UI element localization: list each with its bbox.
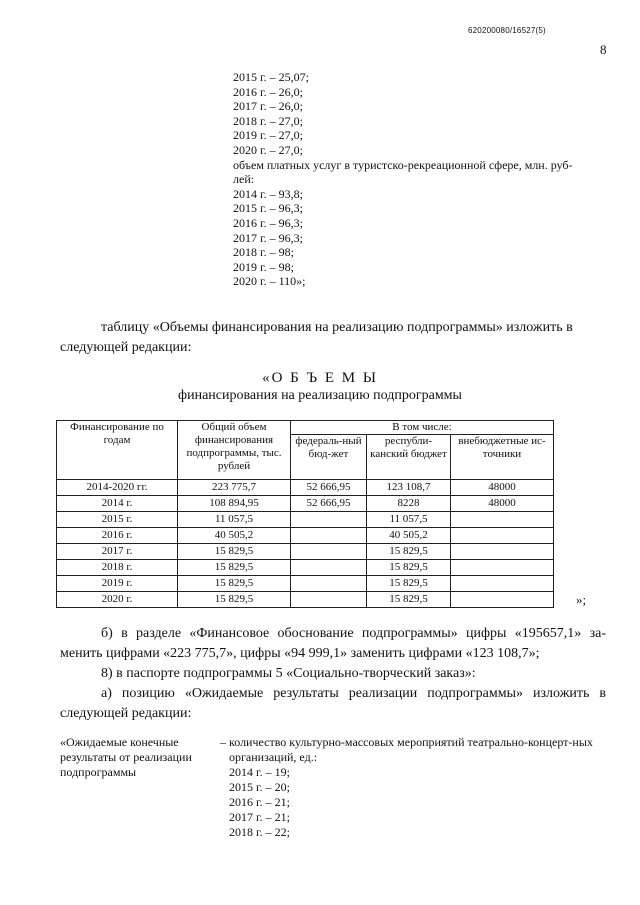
list-item: 2018 г. – 22; xyxy=(229,825,290,839)
table-row xyxy=(57,528,554,544)
cell-year: 2019 г. xyxy=(57,576,178,592)
header-federal: федераль-ный бюд-жет xyxy=(291,435,367,480)
cell-year: 2016 г. xyxy=(57,528,178,544)
paragraph-table-intro xyxy=(60,318,606,358)
list-item: 2018 г. – 98; xyxy=(233,245,294,260)
list-item: 2016 г. – 21; xyxy=(229,795,290,809)
header-total: Общий объем финансирования подпрограммы, тыс. рублей xyxy=(178,421,291,480)
table-row xyxy=(57,496,554,512)
cell-federal xyxy=(291,592,367,608)
cell-federal xyxy=(291,560,367,576)
list-item: 2019 г. – 98; xyxy=(233,259,294,274)
cell-republic: 15 829,5 xyxy=(367,576,451,592)
header-group: В том числе: xyxy=(291,421,554,435)
cell-total: 15 829,5 xyxy=(178,544,291,560)
cell-republic: 15 829,5 xyxy=(367,592,451,608)
expected-results-content xyxy=(229,735,609,840)
dash: – xyxy=(220,735,226,749)
cell-extra xyxy=(451,544,554,560)
cell-republic: 11 057,5 xyxy=(367,512,451,528)
header-years: Финансирование по годам xyxy=(57,421,178,480)
cell-extra: 48000 xyxy=(451,480,554,496)
cell-extra xyxy=(451,560,554,576)
cell-republic: 123 108,7 xyxy=(367,480,451,496)
document-id: 620200080/16527(5) xyxy=(468,26,546,35)
cell-total: 11 057,5 xyxy=(178,512,291,528)
cell-republic: 40 505,2 xyxy=(367,528,451,544)
list-item: 2016 г. – 26,0; xyxy=(233,84,303,99)
indicator-list xyxy=(233,70,573,289)
list-item: 2015 г. – 96,3; xyxy=(233,201,303,216)
cell-federal xyxy=(291,544,367,560)
cell-total: 15 829,5 xyxy=(178,560,291,576)
cell-year: 2015 г. xyxy=(57,512,178,528)
cell-extra xyxy=(451,512,554,528)
header-extra: внебюджетные ис-точники xyxy=(451,435,554,480)
list-item: 2020 г. – 110»; xyxy=(233,274,306,289)
table-row xyxy=(57,560,554,576)
table-row xyxy=(57,544,554,560)
cell-year: 2014 г. xyxy=(57,496,178,512)
cell-year: 2014-2020 гг. xyxy=(57,480,178,496)
cell-federal: 52 666,95 xyxy=(291,496,367,512)
table-title: «О Б Ъ Е М Ы xyxy=(262,370,378,386)
cell-total: 15 829,5 xyxy=(178,576,291,592)
cell-republic: 15 829,5 xyxy=(367,544,451,560)
cell-year: 2020 г. xyxy=(57,592,178,608)
list-item: лей: xyxy=(233,172,255,187)
cell-year: 2017 г. xyxy=(57,544,178,560)
cell-total: 108 894,95 xyxy=(178,496,291,512)
paragraph-amendments xyxy=(60,624,606,724)
cell-total: 15 829,5 xyxy=(178,592,291,608)
table-row xyxy=(57,512,554,528)
paragraph-line: б) в разделе «Финансовое обоснование подпрограммы» цифры «195657,1» за-менить цифрами «223 775,7», цифры «94 999,1» заменить цифрами «123 108,7»; xyxy=(60,626,606,661)
cell-republic: 15 829,5 xyxy=(367,560,451,576)
cell-total: 223 775,7 xyxy=(178,480,291,496)
list-item: 2014 г. – 93,8; xyxy=(233,186,303,201)
paragraph-line: следующей редакции: xyxy=(60,340,192,355)
list-item: 2016 г. – 96,3; xyxy=(233,215,303,230)
cell-extra xyxy=(451,576,554,592)
paragraph-line: 8) в паспорте подпрограммы 5 «Социально-творческий заказ»: xyxy=(101,666,476,681)
table-end-quote: »; xyxy=(576,592,587,607)
list-item: 2020 г. – 27,0; xyxy=(233,142,303,157)
list-item: объем платных услуг в туристско-рекреационной сфере, млн. руб- xyxy=(233,157,573,172)
paragraph-line: а) позицию «Ожидаемые результаты реализации подпрограммы» изложить в следующей редакции: xyxy=(60,686,606,721)
cell-year: 2018 г. xyxy=(57,560,178,576)
list-item: 2019 г. – 27,0; xyxy=(233,128,303,143)
list-item: 2017 г. – 26,0; xyxy=(233,99,303,114)
cell-federal: 52 666,95 xyxy=(291,480,367,496)
cell-extra: 48000 xyxy=(451,496,554,512)
table-row xyxy=(57,592,554,608)
cell-federal xyxy=(291,528,367,544)
paragraph-line: таблицу «Объемы финансирования на реализацию подпрограммы» изложить в xyxy=(101,320,573,335)
list-item: 2015 г. – 25,07; xyxy=(233,70,309,84)
expected-results-label: «Ожидаемые конечные результаты от реализации подпрограммы xyxy=(60,735,192,779)
list-item: 2017 г. – 96,3; xyxy=(233,230,303,245)
table-subtitle: финансирования на реализацию подпрограммы xyxy=(178,388,462,403)
financing-table xyxy=(56,420,554,608)
list-item: 2017 г. – 21; xyxy=(229,810,290,824)
list-item: 2018 г. – 27,0; xyxy=(233,113,303,128)
table-row xyxy=(57,576,554,592)
list-item: 2014 г. – 19; xyxy=(229,765,290,779)
cell-federal xyxy=(291,512,367,528)
cell-extra xyxy=(451,528,554,544)
table-row xyxy=(57,480,554,496)
cell-total: 40 505,2 xyxy=(178,528,291,544)
page-number: 8 xyxy=(600,42,607,57)
cell-extra xyxy=(451,592,554,608)
cell-federal xyxy=(291,576,367,592)
header-republic: республи-канский бюджет xyxy=(367,435,451,480)
list-item: 2015 г. – 20; xyxy=(229,780,290,794)
cell-republic: 8228 xyxy=(367,496,451,512)
results-intro: количество культурно-массовых мероприятий театрально-концерт-ных организаций, ед.: xyxy=(229,735,593,764)
